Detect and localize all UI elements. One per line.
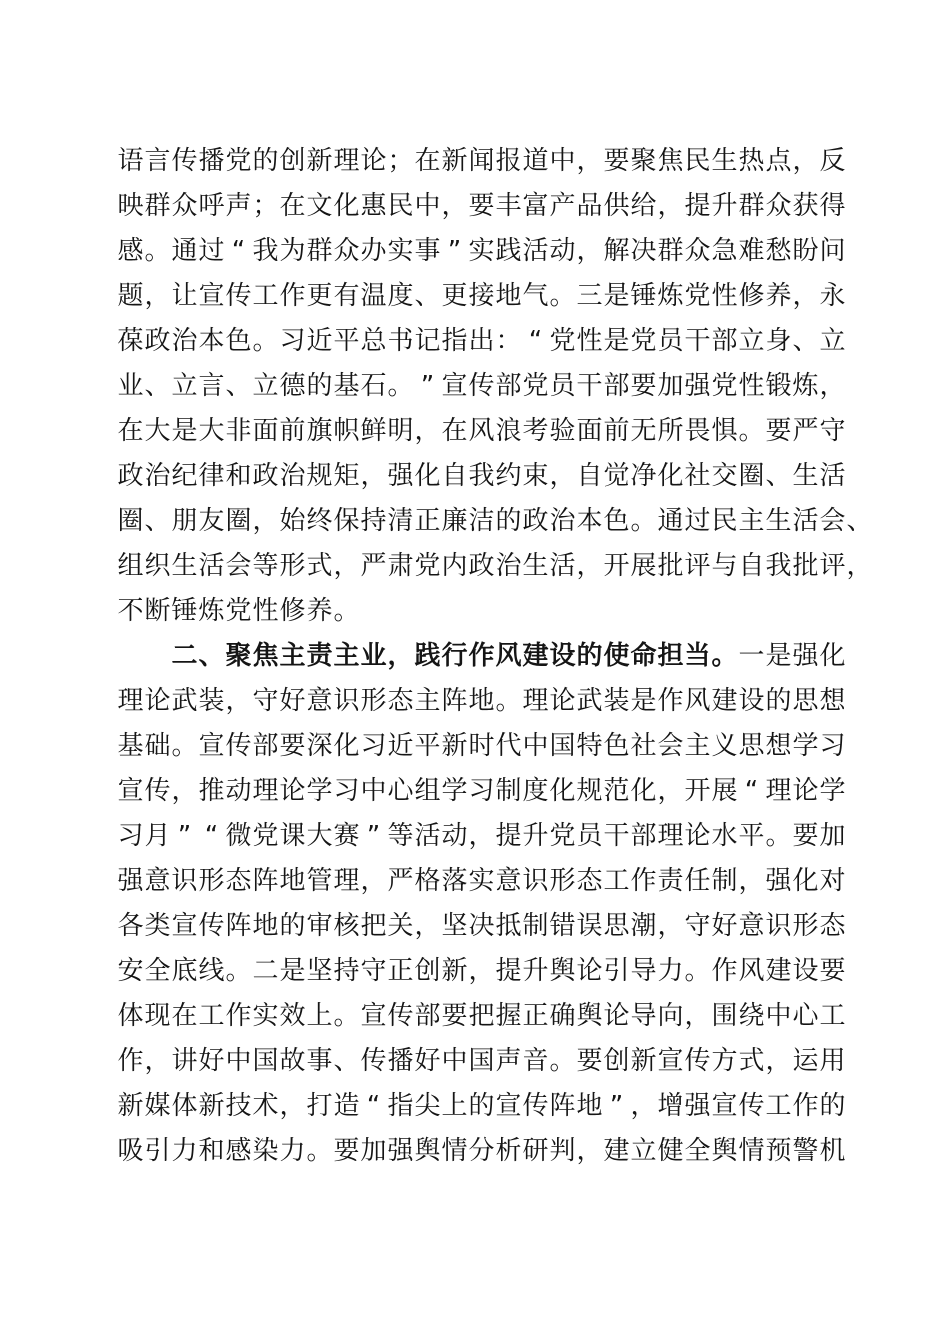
text-line: 新媒体新技术，打造 “ 指尖上的宣传阵地 ” ，增强宣传工作的 <box>117 1091 846 1121</box>
text-line: 基础。宣传部要深化习近平新时代中国特色社会主义思想学习 <box>117 731 846 761</box>
text-line: 安全底线。二是坚持守正创新，提升舆论引导力。作风建设要 <box>117 956 846 986</box>
text-line: 组织生活会等形式，严肃党内政治生活，开展批评与自我批评， <box>117 551 873 581</box>
text-line: 业、立言、立德的基石。 ” 宣传部党员干部要加强党性锻炼， <box>117 371 846 401</box>
text-line: 葆政治本色。习近平总书记指出： “ 党性是党员干部立身、立 <box>117 326 846 356</box>
text-line: 强意识形态阵地管理，严格落实意识形态工作责任制，强化对 <box>117 866 846 896</box>
text-line: 不断锤炼党性修养。 <box>117 596 360 626</box>
text-line: 体现在工作实效上。宣传部要把握正确舆论导向，围绕中心工 <box>117 1001 846 1031</box>
text-line: 作，讲好中国故事、传播好中国声音。要创新宣传方式，运用 <box>117 1046 846 1076</box>
text-line: 理论武装，守好意识形态主阵地。理论武装是作风建设的思想 <box>117 686 846 716</box>
text-line: 二、聚焦主责主业，践行作风建设的使命担当。一是强化 <box>171 641 846 671</box>
text-line: 在大是大非面前旗帜鲜明，在风浪考验面前无所畏惧。要严守 <box>117 416 846 446</box>
text-line: 语言传播党的创新理论；在新闻报道中，要聚焦民生热点，反 <box>117 146 846 176</box>
text-line: 映群众呼声；在文化惠民中，要丰富产品供给，提升群众获得 <box>117 191 846 221</box>
text-line: 宣传，推动理论学习中心组学习制度化规范化，开展 “ 理论学 <box>117 776 846 806</box>
text-line: 习月 ” “ 微党课大赛 ” 等活动，提升党员干部理论水平。要加 <box>117 821 846 851</box>
text-line: 政治纪律和政治规矩，强化自我约束，自觉净化社交圈、生活 <box>117 461 846 491</box>
text-line: 感。通过 “ 我为群众办实事 ” 实践活动，解决群众急难愁盼问 <box>117 236 846 266</box>
text-line: 题，让宣传工作更有温度、更接地气。三是锤炼党性修养，永 <box>117 281 846 311</box>
text-line: 圈、朋友圈，始终保持清正廉洁的政治本色。通过民主生活会、 <box>117 506 873 536</box>
text-block <box>117 139 873 1174</box>
text-line: 各类宣传阵地的审核把关，坚决抵制错误思潮，守好意识形态 <box>117 911 846 941</box>
text-line: 吸引力和感染力。要加强舆情分析研判，建立健全舆情预警机 <box>117 1136 846 1166</box>
